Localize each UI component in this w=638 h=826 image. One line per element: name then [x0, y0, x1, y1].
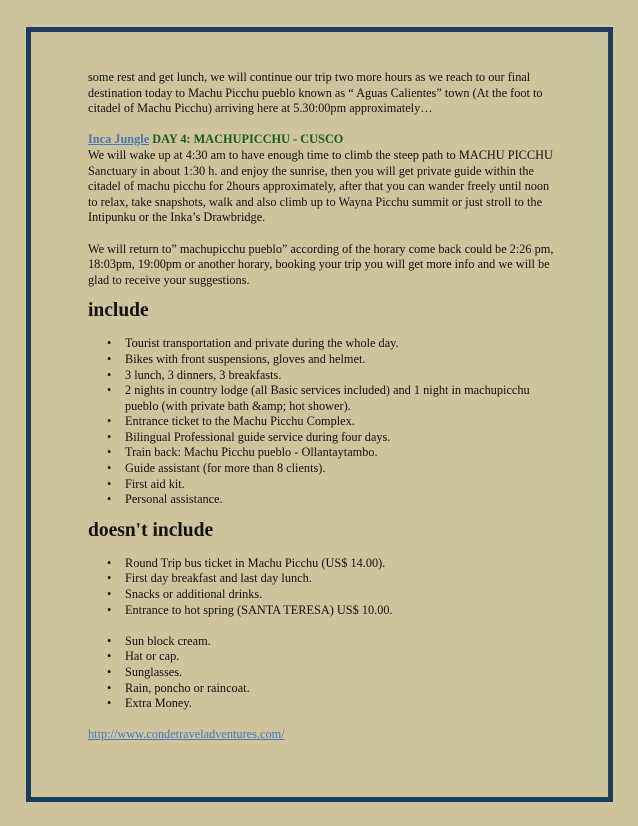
- return-paragraph: We will return to” machupicchu pueblo” according of the horary come back could be 2:26 pm, 18:03pm, 19:00pm or another horary, booking your trip you will get more info and we will be glad to receive your suggestions.: [88, 241, 554, 287]
- include-list: [88, 336, 558, 508]
- list-item: • Entrance ticket to the Machu Picchu Complex.: [125, 414, 558, 430]
- list-item: • Sunglasses.: [125, 665, 558, 681]
- list-item: • Hat or cap.: [125, 649, 558, 665]
- exclude-heading: doesn't include: [88, 519, 214, 541]
- intro-paragraph: some rest and get lunch, we will continue our trip two more hours as we reach to our final destination today to Machu Picchu pueblo known as “ Aguas Calientes” town (At the foot to citadel of Machu Picchu) arriving here at 5.30:00pm approximately…: [88, 70, 543, 116]
- list-item: • Snacks or additional drinks.: [125, 587, 558, 603]
- exclude-list-2: [88, 634, 558, 712]
- list-item: • Sun block cream.: [125, 634, 558, 650]
- list-item: • Bilingual Professional guide service during four days.: [125, 430, 558, 446]
- document-body: [88, 70, 558, 743]
- list-item: • Entrance to hot spring (SANTA TERESA) US$ 10.00.: [125, 603, 558, 619]
- inca-jungle-link[interactable]: Inca Jungle: [88, 132, 150, 147]
- list-item: • Rain, poncho or raincoat.: [125, 681, 558, 697]
- list-item: • Extra Money.: [125, 696, 558, 712]
- exclude-list: [88, 556, 558, 618]
- list-item: • First aid kit.: [125, 477, 558, 493]
- list-item: • Round Trip bus ticket in Machu Picchu (US$ 14.00).: [125, 556, 558, 572]
- list-item: • 3 lunch, 3 dinners, 3 breakfasts.: [125, 368, 558, 384]
- list-item: • First day breakfast and last day lunch.: [125, 571, 558, 587]
- list-item: • Personal assistance.: [125, 492, 558, 508]
- list-item: • Guide assistant (for more than 8 clients).: [125, 461, 558, 477]
- website-link[interactable]: http://www.condetraveladventures.com/: [88, 727, 285, 742]
- list-item: • Bikes with front suspensions, gloves and helmet.: [125, 352, 558, 368]
- day4-title: DAY 4: MACHUPICCHU - CUSCO: [149, 132, 344, 147]
- list-item: • 2 nights in country lodge (all Basic services included) and 1 night in machupicchu pueblo (with private bath &amp; hot shower).: [125, 383, 558, 414]
- include-heading: include: [88, 300, 149, 322]
- list-item: • Tourist transportation and private during the whole day.: [125, 336, 558, 352]
- day4-body: We will wake up at 4:30 am to have enough time to climb the steep path to MACHU PICCHU Sanctuary in about 1:30 h. and enjoy the sunrise, then you will get private guide within the citadel of machu picchu for 2hours approximately, after that you can wander freely until noon to relax, take snapshots, walk and also climb up to Wayna Picchu summit or just stroll to the Intipunku or the Inka’s Drawbridge.: [88, 147, 553, 225]
- day4-heading: [88, 132, 558, 148]
- list-item: • Train back: Machu Picchu pueblo - Ollantaytambo.: [125, 445, 558, 461]
